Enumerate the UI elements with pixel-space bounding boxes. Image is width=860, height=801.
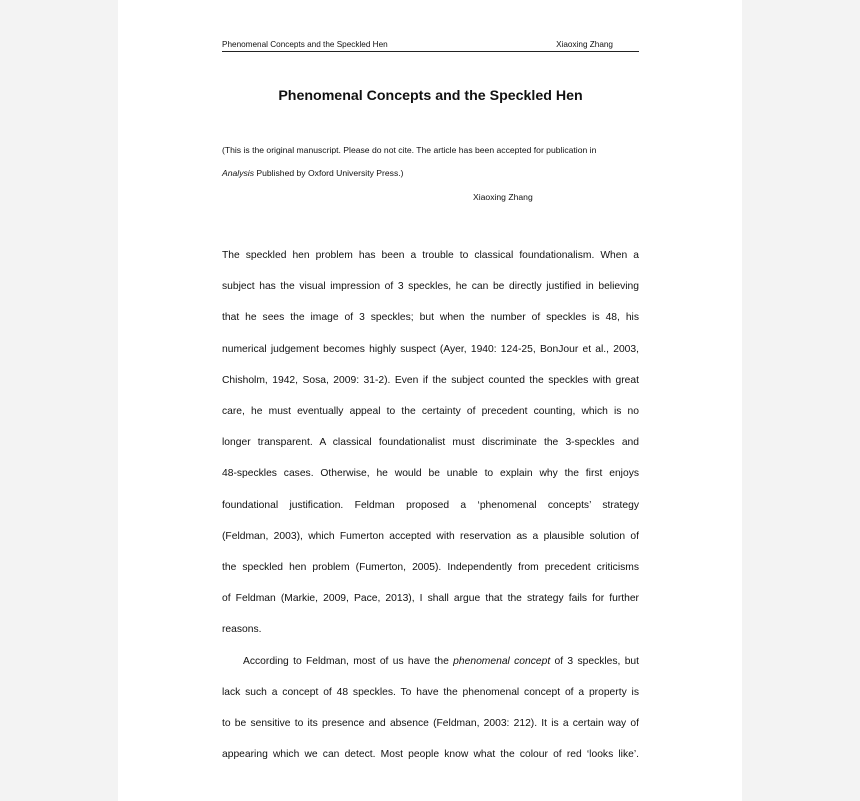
header-title: Phenomenal Concepts and the Speckled Hen	[222, 40, 388, 49]
body-text: According to Feldman, most of us have the	[243, 656, 454, 667]
body-text: of 3 speckles, but	[550, 656, 640, 667]
emphasis-text: phenomenal concept	[453, 656, 551, 667]
body-line: longer transparent. A classical foundationalist must discriminate the 3-speckles and	[222, 437, 639, 448]
body-line: reasons.	[222, 624, 262, 635]
body-line: lack such a concept of 48 speckles. To have the phenomenal concept of a property is	[222, 687, 639, 698]
body-line: Chisholm, 1942, Sosa, 2009: 31-2). Even if the subject counted the speckles with great	[222, 375, 639, 386]
body-line: the speckled hen problem (Fumerton, 2005). Independently from precedent criticisms	[222, 562, 639, 573]
body-line: of Feldman (Markie, 2009, Pace, 2013), I shall argue that the strategy fails for further	[222, 593, 639, 604]
body-line: that he sees the image of 3 speckles; but when the number of speckles is 48, his	[222, 312, 639, 323]
body-line: numerical judgement becomes highly suspect (Ayer, 1940: 124-25, BonJour et al., 2003,	[222, 344, 639, 355]
document-title: Phenomenal Concepts and the Speckled Hen	[278, 88, 583, 104]
author-name: Xiaoxing Zhang	[473, 192, 533, 202]
body-line: appearing which we can detect. Most people know what the colour of red ‘looks like’.	[222, 749, 639, 760]
body-line: The speckled hen problem has been a trouble to classical foundationalism. When a	[222, 250, 639, 261]
body-line: 48-speckles cases. Otherwise, he would be unable to explain why the first enjoys	[222, 468, 639, 479]
body-line: foundational justification. Feldman proposed a ‘phenomenal concepts’ strategy	[222, 500, 639, 511]
body-line	[222, 655, 639, 669]
document-page	[118, 0, 742, 801]
body-line: care, he must eventually appeal to the certainty of precedent counting, which is no	[222, 406, 639, 417]
body-line: (Feldman, 2003), which Fumerton accepted with reservation as a plausible solution of	[222, 531, 639, 542]
journal-name: Analysis	[222, 168, 254, 178]
publisher-text: Published by Oxford University Press.)	[254, 168, 404, 178]
header-author: Xiaoxing Zhang	[556, 40, 613, 49]
body-line: subject has the visual impression of 3 speckles, he can be directly justified in believing	[222, 281, 639, 292]
body-line: to be sensitive to its presence and absence (Feldman, 2003: 212). It is a certain way of	[222, 718, 639, 729]
manuscript-note-line-1: (This is the original manuscript. Please do not cite. The article has been accepted for publication in	[222, 145, 597, 155]
manuscript-note-line-2	[222, 168, 404, 178]
running-header	[222, 38, 639, 52]
